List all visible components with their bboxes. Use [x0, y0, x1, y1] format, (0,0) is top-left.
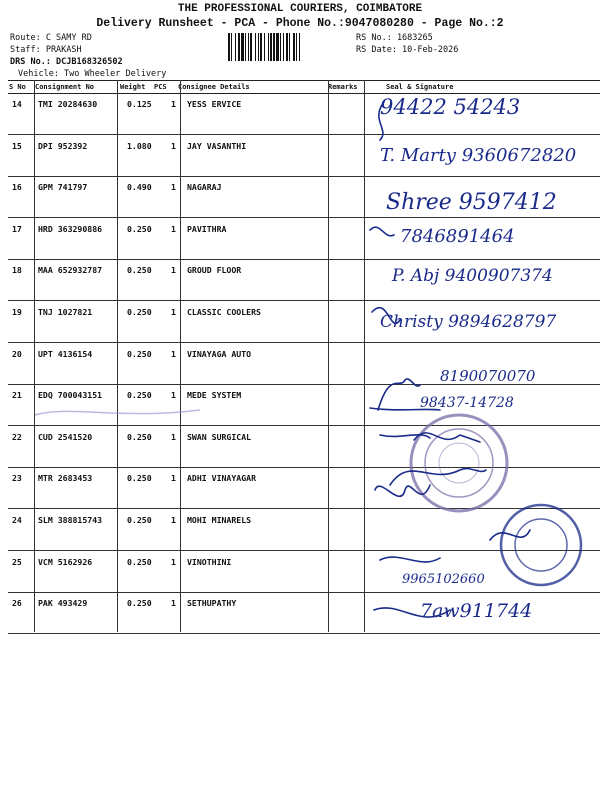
barcode: [228, 33, 352, 61]
handwritten-phone: 8190070070: [440, 367, 536, 385]
sno-cell: 25: [12, 556, 22, 567]
consignee-cell: VINOTHINI: [187, 556, 232, 567]
sno-cell: 19: [12, 307, 22, 317]
signature-row-21: [420, 395, 514, 411]
handwritten-phone: 7846891464: [400, 226, 515, 247]
consignee-cell: MEDE SYSTEM: [187, 390, 242, 401]
pcs-cell: 1: [171, 390, 176, 401]
consignment-cell: DPI 952392: [38, 140, 88, 151]
handwritten-phone: Christy 9894628797: [380, 312, 557, 332]
handwritten-phone: P. Abj 9400907374: [392, 266, 553, 286]
runsheet-subtitle: Delivery Runsheet - PCA - Phone No.:9047080280 - Page No.:2: [96, 17, 504, 30]
sno-cell: 23: [12, 473, 22, 484]
sno-cell: 16: [12, 182, 22, 193]
consignment-cell: MTR 2683453: [38, 473, 93, 484]
consignment-cell: VCM 5162926: [38, 556, 93, 567]
sno-cell: 15: [12, 140, 22, 151]
consignment-cell: MAA 652932787: [38, 265, 103, 276]
pcs-cell: 1: [171, 223, 176, 234]
company-title: THE PROFESSIONAL COURIERS, COIMBATORE: [177, 3, 423, 15]
consignment-cell: UPT 4136154: [38, 348, 93, 359]
weight-cell: 0.250: [127, 473, 152, 484]
vehicle-label: Vehicle: Two Wheeler Delivery: [18, 69, 167, 79]
pcs-cell: 1: [171, 140, 176, 151]
signature-row-16: [386, 190, 557, 215]
staff-label: Staff: PRAKASH: [10, 45, 82, 55]
consignment-cell: TNJ 1027821: [38, 307, 93, 317]
handwritten-phone: T. Marty 9360672820: [380, 145, 577, 166]
pcs-cell: 1: [171, 431, 176, 442]
pcs-cell: 1: [171, 515, 176, 525]
consignee-cell: SWAN SURGICAL: [187, 431, 252, 442]
sno-cell: 17: [12, 223, 22, 234]
signature-row-15: [380, 145, 576, 166]
sno-cell: 18: [12, 265, 22, 276]
pcs-cell: 1: [171, 265, 176, 276]
signature-row-17: [400, 226, 515, 247]
weight-cell: 0.250: [127, 307, 152, 317]
weight-cell: 0.250: [127, 265, 152, 276]
signature-row-14: [380, 95, 520, 119]
consignment-cell: GPM 741797: [38, 182, 88, 193]
pcs-cell: 1: [171, 307, 176, 317]
table-row: [8, 426, 600, 468]
consignment-cell: SLM 388815743: [38, 515, 103, 525]
consignment-cell: CUD 2541520: [38, 431, 93, 442]
weight-cell: 0.250: [127, 598, 152, 609]
consignment-cell: EDQ 700043151: [38, 390, 103, 401]
drs-number: DRS No.: DCJB168326502: [10, 57, 123, 67]
barcode-bar: [300, 33, 301, 61]
col-signature: Seal & Signature: [386, 83, 454, 91]
consignee-cell: ADHI VINAYAGAR: [187, 473, 257, 484]
signature-row-25: [402, 572, 485, 587]
table-row: [8, 509, 600, 551]
rs-date: RS Date: 10-Feb-2026: [356, 45, 459, 55]
route-label: Route: C SAMY RD: [10, 33, 92, 43]
consignee-cell: PAVITHRA: [187, 223, 227, 234]
sno-cell: 20: [12, 348, 22, 359]
sno-cell: 24: [12, 515, 22, 525]
signature-row-20: [440, 367, 535, 385]
col-consignment: Consignment No: [35, 83, 95, 91]
consignee-cell: CLASSIC COOLERS: [187, 307, 261, 317]
consignee-cell: VINAYAGA AUTO: [187, 348, 252, 359]
sno-cell: 21: [12, 390, 22, 401]
weight-cell: 0.250: [127, 556, 152, 567]
weight-cell: 0.490: [127, 182, 152, 193]
handwritten-phone: 9965102660: [402, 572, 485, 587]
rs-number: RS No.: 1683265: [356, 33, 433, 43]
col-consignee: Consignee Details: [178, 83, 250, 91]
pcs-cell: 1: [171, 99, 176, 109]
weight-cell: 0.250: [127, 390, 152, 401]
consignee-cell: SETHUPATHY: [187, 598, 237, 609]
consignment-cell: PAK 493429: [38, 598, 88, 609]
col-pcs: PCS: [154, 83, 167, 91]
handwritten-phone: 98437-14728: [420, 395, 514, 411]
consignee-cell: NAGARAJ: [187, 182, 222, 193]
col-sno: S No: [9, 83, 26, 91]
consignment-cell: HRD 363290886: [38, 223, 103, 234]
pcs-cell: 1: [171, 182, 176, 193]
table-header: [8, 80, 600, 94]
handwritten-phone: 94422 54243: [380, 95, 521, 119]
sno-cell: 14: [12, 99, 22, 109]
weight-cell: 0.250: [127, 223, 152, 234]
signature-row-19: [380, 312, 556, 332]
col-weight: Weight: [120, 83, 146, 91]
table-row: [8, 467, 600, 509]
signature-row-18: [392, 266, 553, 286]
sno-cell: 26: [12, 598, 22, 609]
handwritten-phone: 7aw911744: [420, 600, 533, 622]
col-remarks: Remarks: [328, 83, 358, 91]
pcs-cell: 1: [171, 473, 176, 484]
weight-cell: 1.080: [127, 140, 152, 151]
weight-cell: 0.125: [127, 99, 152, 109]
handwritten-phone: Shree 9597412: [386, 190, 557, 215]
weight-cell: 0.250: [127, 431, 152, 442]
consignee-cell: MOHI MINARELS: [187, 515, 252, 525]
consignment-cell: TMI 20284630: [38, 99, 98, 109]
pcs-cell: 1: [171, 348, 176, 359]
pcs-cell: 1: [171, 556, 176, 567]
table-row: [8, 551, 600, 593]
consignee-cell: YESS ERVICE: [187, 99, 242, 109]
weight-cell: 0.250: [127, 515, 152, 525]
sno-cell: 22: [12, 431, 22, 442]
signature-row-26: [420, 600, 532, 622]
consignee-cell: JAY VASANTHI: [187, 140, 247, 151]
consignee-cell: GROUD FLOOR: [187, 265, 242, 276]
weight-cell: 0.250: [127, 348, 152, 359]
pcs-cell: 1: [171, 598, 176, 609]
